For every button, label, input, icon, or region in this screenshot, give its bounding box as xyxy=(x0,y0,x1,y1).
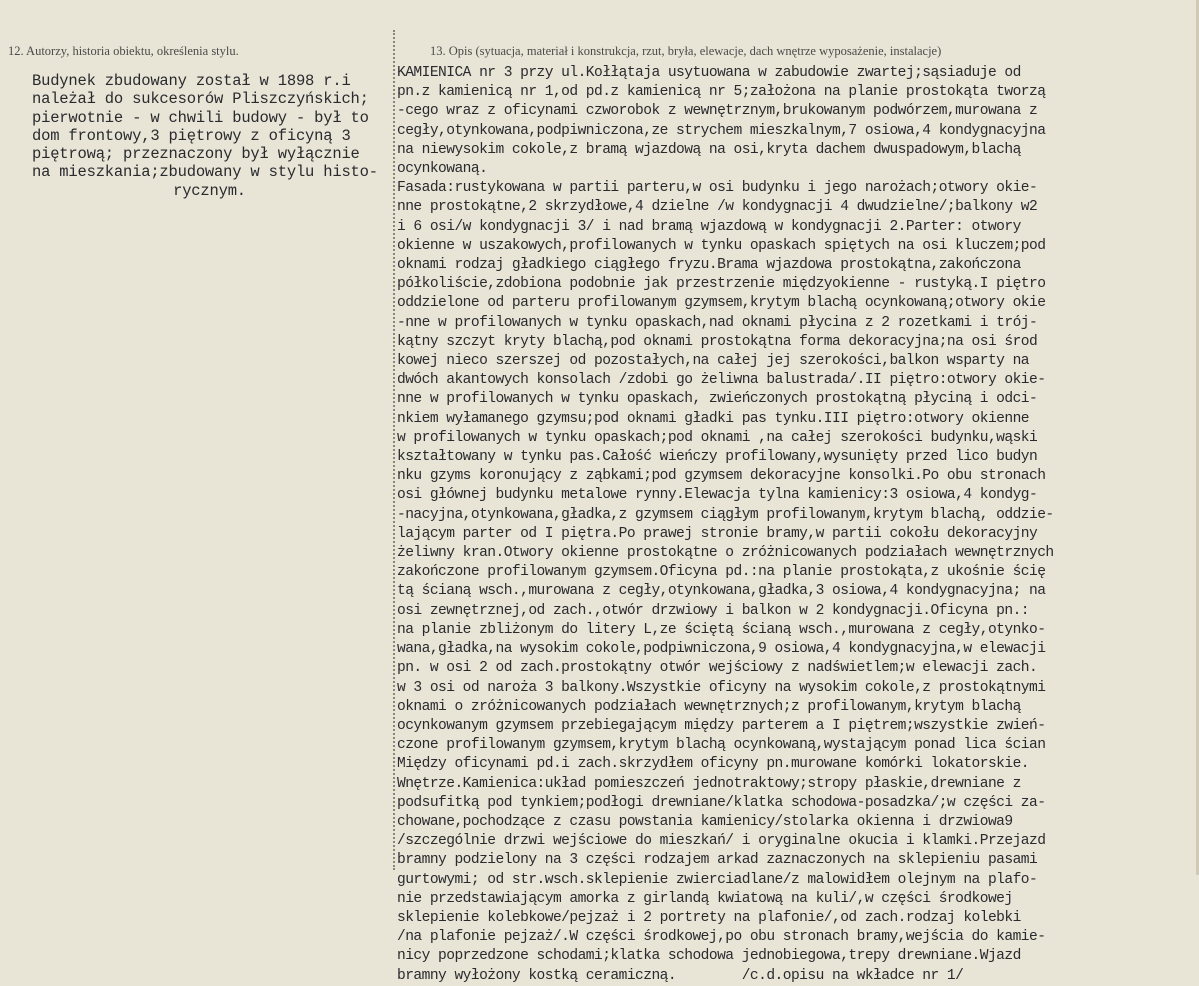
text-line: okienne w uszakowych,profilowanych w tynku opaskach spiętych na osi kluczem;pod xyxy=(397,237,1046,254)
text-line: gurtowymi; od str.wsch.sklepienie zwierciadlane/z malowidłem olejnym na plafo- xyxy=(397,871,1038,888)
text-line: pn. w osi 2 od zach.prostokątny otwór wejściowy z nadświetlem;w elewacji zach. xyxy=(397,660,1038,677)
text-line: rycznym. xyxy=(173,181,246,200)
text-line: chowane,pochodzące z czasu powstania kamienicy/stolarka okienna i drzwiowa9 xyxy=(397,813,1013,830)
text-line: żeliwny kran.Otwory okienne prostokątne o zróżnicowanych podziałach wewnętrznych xyxy=(397,545,1054,562)
section-12-header: 12. Autorzy, historia obiektu, określenia stylu. xyxy=(8,44,239,58)
text-line: dwóch akantowych konsolach /zdobi go żeliwna balustrada/.II piętro:otwory okie- xyxy=(397,372,1046,389)
text-line: /szczególnie drzwi wejściowe do mieszkań/ i oryginalne okucia i klamki.Przejazd xyxy=(397,833,1046,850)
text-line: -cego wraz z oficynami czworobok z wewnętrznym,brukowanym podwórzem,murowana z xyxy=(397,103,1038,120)
text-line: dom frontowy,3 piętrowy z oficyną 3 xyxy=(32,126,351,145)
text-line: kątny szczyt kryty blachą,pod oknami prostokątna forma dekoracyjna;na osi środ xyxy=(397,333,1038,350)
text-line: na mieszkania;zbudowany w stylu histo- xyxy=(32,163,378,182)
text-line: nicy poprzedzone schodami;klatka schodowa jednobiegowa,trepy drewniane.Wjazd xyxy=(397,948,1021,965)
text-line: Między oficynami pd.i zach.skrzydłem oficyny pn.murowane komórki lokatorskie. xyxy=(397,756,1029,773)
history-text xyxy=(32,72,387,200)
text-line: na planie zbliżonym do litery L,ze ściętą ścianą wsch.,murowana z cegły,otynko- xyxy=(397,621,1046,638)
text-line: Fasada:rustykowana w partii parteru,w osi budynku i jego narożach;otwory okie- xyxy=(397,180,1038,197)
text-line: -nne w profilowanych w tynku opaskach,nad oknami płycina z 2 rozetkami i trój- xyxy=(397,314,1038,331)
text-line: kowej nieco szerszej od pozostałych,na całej jej szerokości,balkon wsparty na xyxy=(397,353,1029,370)
text-line: czone profilowanym gzymsem,krytym blachą ocynkowaną,wystającym ponad lica ścian xyxy=(397,737,1046,754)
text-line: wana,gładka,na wysokim cokole,podpiwniczona,9 osiowa,4 kondygnacyjna,w elewacji xyxy=(397,641,1046,658)
text-line: oknami rodzaj gładkiego ciągłego fryzu.Brama wjazdowa prostokątna,zakończona xyxy=(397,257,1021,274)
text-line: na niewysokim cokole,z bramą wjazdową na osi,kryta dachem dwuspadowym,blachą xyxy=(397,141,1021,158)
text-line: -nacyjna,otynkowana,gładka,z gzymsem ciągłym profilowanym,krytym blachą, oddzie- xyxy=(397,506,1054,523)
text-line: nne w profilowanych w tynku opaskach, zwieńczonych prostokątną płyciną i odci- xyxy=(397,391,1038,408)
text-line: KAMIENICA nr 3 przy ul.Kołłątaja usytuowana w zabudowie zwartej;sąsiaduje od xyxy=(397,65,1021,81)
text-line: sklepienie kolebkowe/pejzaż i 2 portrety na plafonie/,od zach.rodzaj kolebki xyxy=(397,909,1021,926)
text-line: bramny wyłożony kostką ceramiczną. /c.d.opisu na wkładce nr 1/ xyxy=(397,967,964,984)
text-line: zakończone profilowanym gzymsem.Oficyna pd.:na planie prostokąta,z ukośnie ścię xyxy=(397,564,1046,581)
text-line: ocynkowanym gzymsem przebiegającym między parterem a I piętrem;wszystkie zwień- xyxy=(397,717,1046,734)
text-line: w profilowanych w tynku opaskach;pod oknami ,na całej szerokości budynku,wąski xyxy=(397,429,1038,446)
column-divider xyxy=(393,30,395,870)
text-line: tą ścianą wsch.,murowana z cegły,otynkowana,gładka,3 osiowa,4 kondygnacyjna; na xyxy=(397,583,1046,600)
text-line: Budynek zbudowany został w 1898 r.i xyxy=(32,72,351,90)
text-line: nku gzyms koronujący z ząbkami;pod gzymsem dekoracyjne konsolki.Po obu stronach xyxy=(397,468,1046,485)
text-line: piętrową; przeznaczony był wyłącznie xyxy=(32,145,360,164)
text-line: oddzielone od parteru profilowanym gzymsem,krytym blachą ocynkowaną;otwory okie xyxy=(397,295,1046,312)
text-line: ocynkowaną. xyxy=(397,161,488,178)
text-line: cegły,otynkowana,podpiwniczona,ze strychem mieszkalnym,7 osiowa,4 kondygnacyjna xyxy=(397,122,1046,139)
text-line: kształtowany w tynku pas.Całość wieńczy profilowany,wysunięty przed lico budyn xyxy=(397,449,1038,466)
text-line: nkiem wyłamanego gzymsu;pod oknami gładki pas tynku.III piętro:otwory okienne xyxy=(397,410,1029,427)
section-13-header: 13. Opis (sytuacja, materiał i konstrukcja, rzut, bryła, elewacje, dach wnętrze wyposażenie, instalacje) xyxy=(430,44,942,58)
text-line: /na plafonie pejzaż/.W części środkowej,po obu stronach bramy,wejścia do kamie- xyxy=(397,929,1046,946)
text-line: osi zewnętrznej,od zach.,otwór drzwiowy i balkon w 2 kondygnacji.Oficyna pn.: xyxy=(397,602,1029,619)
description-text xyxy=(397,64,1197,984)
text-line: nne prostokątne,2 skrzydłowe,4 dzielne /w kondygnacji 4 dwudzielne/;balkony w2 xyxy=(397,199,1038,216)
text-line: oknami o zróżnicowanych podziałach wewnętrznych;z profilowanym,krytym blachą xyxy=(397,698,1021,715)
text-line: i 6 osi/w kondygnacji 3/ i nad bramą wjazdową w kondygnacji 2.Parter: otwory xyxy=(397,218,1021,235)
text-line: pn.z kamienicą nr 1,od pd.z kamienicą nr 5;założona na planie prostokąta tworzą xyxy=(397,84,1046,101)
text-line: nie przedstawiającym amorka z girlandą kwiatową na kuli/,w części środkowej xyxy=(397,890,1013,907)
text-line: należał do sukcesorów Pliszczyńskich; xyxy=(32,90,369,109)
text-line: Wnętrze.Kamienica:układ pomieszczeń jednotraktowy;stropy płaskie,drewniane z xyxy=(397,775,1021,792)
text-line: osi głównej budynku metalowe rynny.Elewacja tylna kamienicy:3 osiowa,4 kondyg- xyxy=(397,487,1038,504)
text-line: półkoliście,zdobiona podobnie jak przestrzenie międzyokienne - rustyką.I piętro xyxy=(397,276,1046,293)
text-line: pierwotnie - w chwili budowy - był to xyxy=(32,108,369,127)
text-line: w 3 osi od naroża 3 balkony.Wszystkie oficyny na wysokim cokole,z prostokątnymi xyxy=(397,679,1046,696)
text-line: bramny podzielony na 3 części rodzajem arkad zaznaczonych na sklepieniu pasami xyxy=(397,852,1038,869)
text-line: lającym parter od I piętra.Po prawej stronie bramy,w partii cokołu dekoracyjny xyxy=(397,525,1038,542)
text-line: podsufitką pod tynkiem;podłogi drewniane/klatka schodowa-posadzka/;w części za- xyxy=(397,794,1046,811)
